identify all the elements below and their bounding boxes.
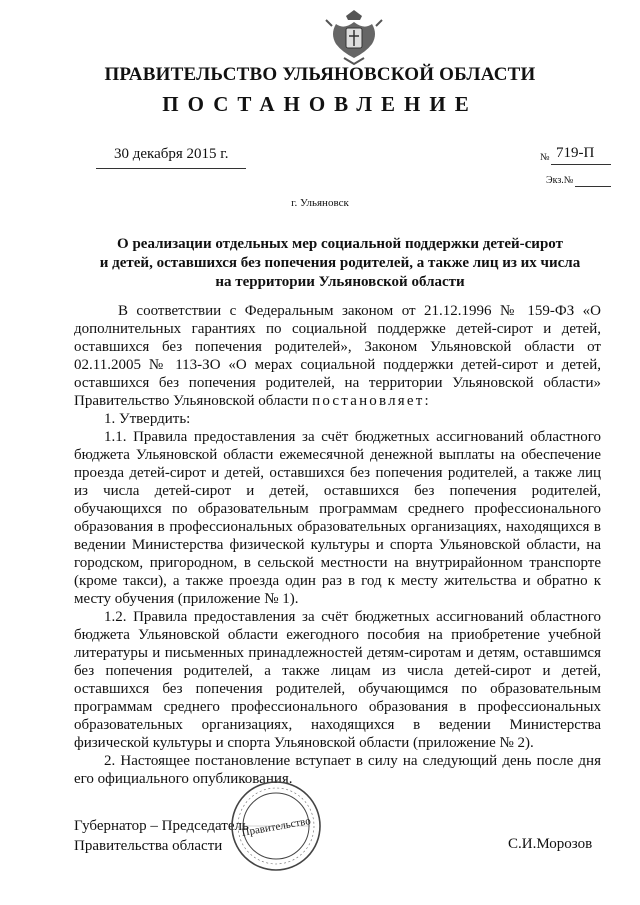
seal-center-text: Правительство: [240, 815, 312, 839]
signer-position: [74, 816, 249, 856]
resolves-word: постановляет:: [312, 393, 431, 409]
signer-name: С.И.Морозов: [508, 836, 593, 852]
subject-line: на территории Ульяновской области: [215, 274, 465, 290]
government-title: ПРАВИТЕЛЬСТВО УЛЬЯНОВСКОЙ ОБЛАСТИ: [104, 64, 536, 85]
document-date: 30 декабря 2015 г.: [114, 146, 229, 162]
copy-number-label: Экз.№: [546, 175, 574, 186]
intro-paragraph: [74, 302, 601, 410]
document-subject: [70, 235, 610, 292]
date-underline: [96, 168, 246, 169]
subject-line: О реализации отдельных мер социальной поддержки детей-сирот: [117, 236, 563, 252]
subject-line: и детей, оставшихся без попечения родителей, а также лиц из их числа: [99, 255, 581, 271]
number-underline: [551, 164, 611, 165]
copy-number-underline: [575, 186, 611, 187]
signer-position-line: Правительства области: [74, 838, 223, 854]
document-body: [74, 302, 601, 788]
coat-of-arms-icon: [322, 4, 386, 68]
item-1-2: 1.2. Правила предоставления за счёт бюджетных ассигнований областного бюджета Ульяновской области ежегодного пособия на приобретение учебной литературы и письменных принадлежностей детям-сиротам и детям, оставшимся без попечения родителей, а также лицам из числа детей-сирот и детей, оставшихся без попечения родителей, обучающимся по образовательным программам среднего профессионального образования в профессиональных образовательных организациях, находящихся в ведении Министерства физической культуры и спорта Ульяновской области (приложение № 2).: [74, 609, 601, 751]
intro-text: В соответствии с Федеральным законом от 21.12.1996 № 159-ФЗ «О дополнительных гарантиях по социальной поддержке детей-сирот и детей, оставшихся без попечения родителей», Законом Ульяновской области от 02.11.2005 № 113-ЗО «О мерах социальной поддержки детей-сирот и детей, оставшихся без попечения родителей, на территории Ульяновской области» Правительство Ульяновской области: [74, 303, 601, 409]
signer-position-line: Губернатор – Председатель: [74, 818, 249, 834]
document-type: ПОСТАНОВЛЕНИЕ: [162, 92, 478, 116]
city: г. Ульяновск: [291, 197, 349, 209]
document-number: 719-П: [556, 145, 595, 161]
item-2: 2. Настоящее постановление вступает в силу на следующий день после дня его официального опубликования.: [74, 753, 601, 787]
item-1: 1. Утвердить:: [104, 411, 191, 427]
number-sign: №: [540, 152, 550, 163]
official-seal-icon: [228, 778, 324, 874]
item-1-1: 1.1. Правила предоставления за счёт бюджетных ассигнований областного бюджета Ульяновской области ежемесячной денежной выплаты на обеспечение проезда детей-сирот и детей, оставшихся без попечения родителей, а также лиц из числа детей-сирот и детей, оставшихся без попечения родителей, обучающихся по образовательным программам среднего профессионального образования в профессиональных образовательных организациях, находящихся в ведении Министерства физической культуры и спорта Ульяновской области, на городском, пригородном, в сельской местности на внутрирайонном транспорте (кроме такси), а также проезда один раз в год к месту жительства и обратно к месту обучения (приложение № 1).: [74, 429, 601, 607]
